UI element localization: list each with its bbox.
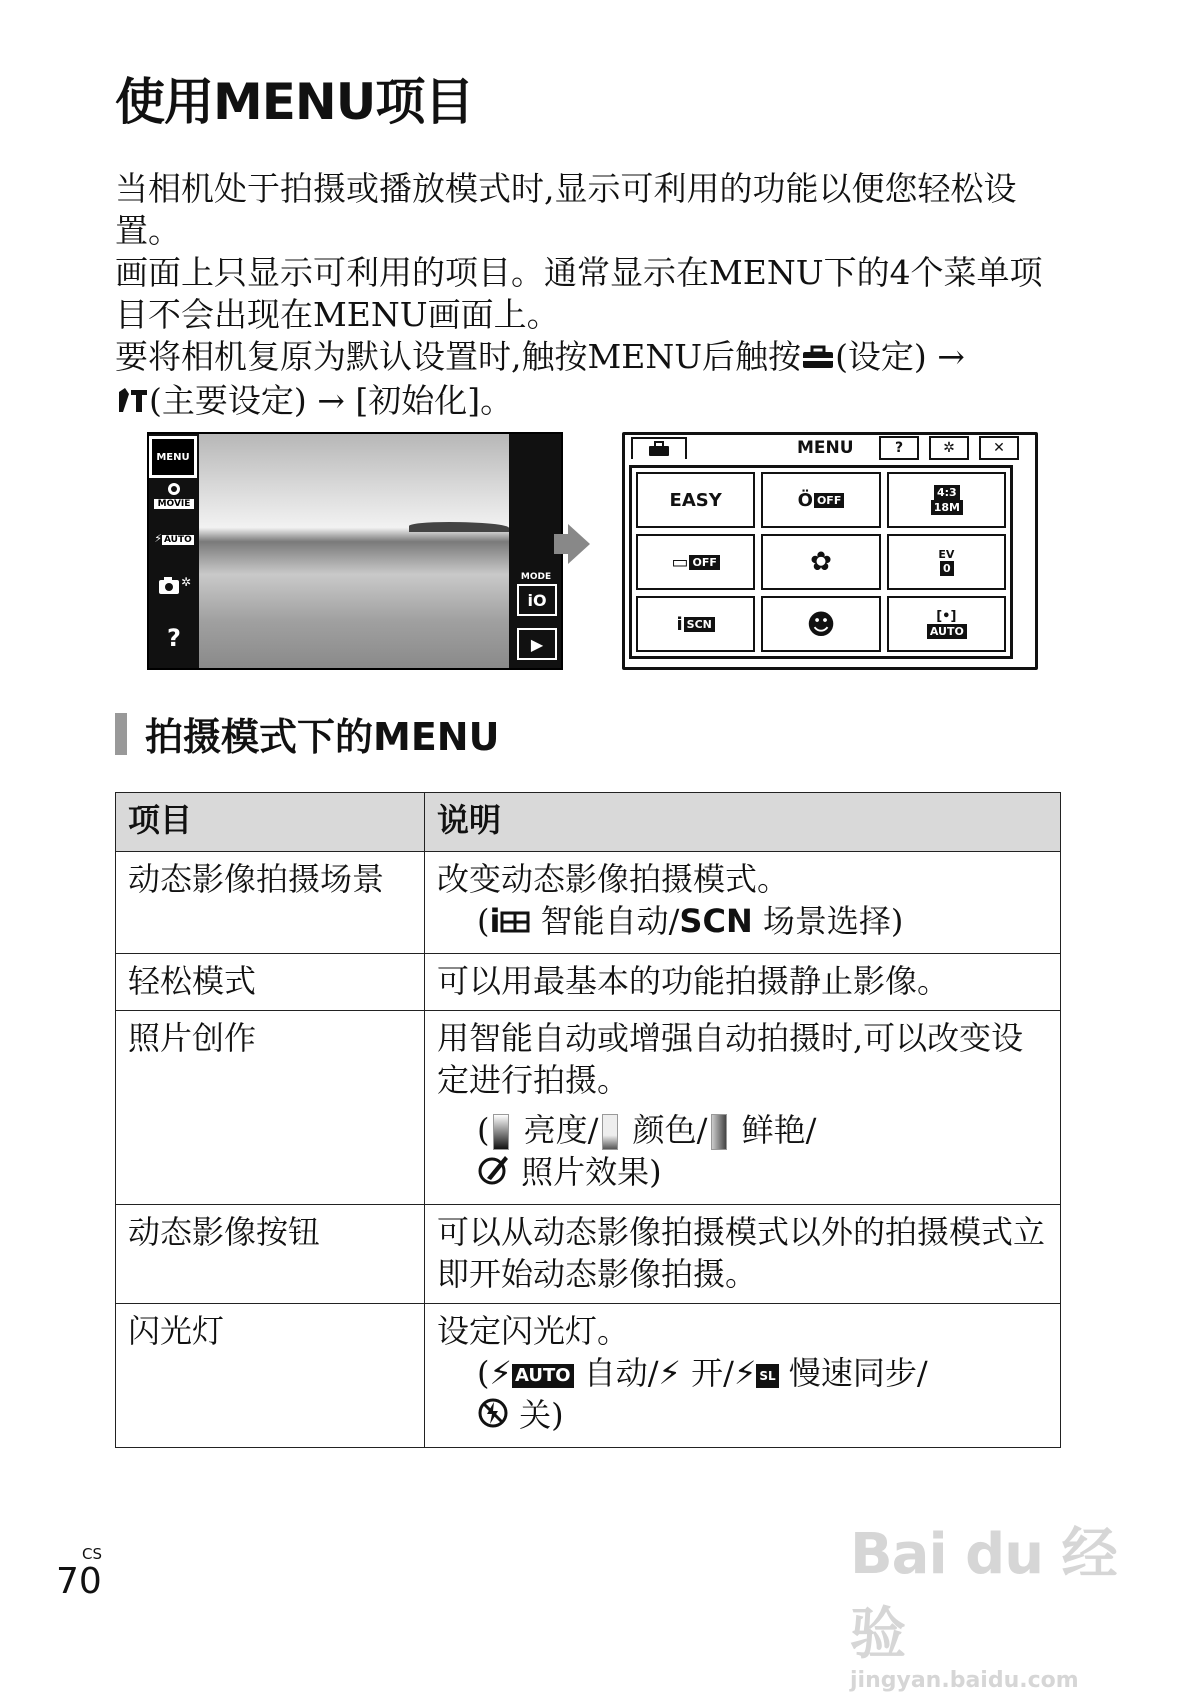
toolbox-icon bbox=[801, 338, 835, 380]
menu-cell-smile[interactable] bbox=[761, 596, 880, 652]
row-sub-text-2: 开/ bbox=[680, 1354, 734, 1392]
menu-top-bar bbox=[625, 435, 1035, 461]
photo-creativity-icon[interactable] bbox=[154, 574, 194, 602]
row-sub-text-4: 照片效果) bbox=[511, 1152, 662, 1191]
flash-on-icon: ⚡ bbox=[658, 1354, 681, 1392]
table-cell-desc bbox=[425, 852, 1061, 954]
face-detect-icon: [•] bbox=[936, 609, 957, 624]
film-icon bbox=[500, 903, 530, 945]
table-header-row bbox=[116, 793, 1061, 852]
row-sub-text-1: 智能自动/ bbox=[530, 902, 680, 940]
menu-cell-face-detect[interactable] bbox=[887, 596, 1006, 652]
menu-cell-badge: OFF bbox=[814, 493, 844, 508]
page-title: 使用MENU项目 bbox=[115, 73, 474, 131]
menu-grid bbox=[629, 465, 1013, 659]
flash-slow-sync-badge: SL bbox=[756, 1364, 778, 1388]
table-row bbox=[116, 852, 1061, 954]
menu-cell-badge: AUTO bbox=[927, 624, 967, 639]
intro-text bbox=[115, 168, 1055, 424]
menu-cell-badge: SCN bbox=[684, 617, 715, 632]
intelligent-auto-movie-icon: i bbox=[489, 902, 501, 940]
section-heading-text: 拍摄模式下的MENU bbox=[145, 715, 500, 759]
menu-cell-badge: 18M bbox=[931, 500, 963, 515]
table-header-desc: 说明 bbox=[425, 793, 1061, 852]
intro-p3-a: 要将相机复原为默认设置时,触按MENU后触按 bbox=[115, 337, 802, 376]
intro-paragraph-1: 当相机处于拍摄或播放模式时,显示可利用的功能以便您轻松设置。 bbox=[115, 169, 1017, 250]
table-cell-item: 闪光灯 bbox=[116, 1304, 425, 1448]
iscn-icon: i bbox=[676, 613, 683, 635]
table-row bbox=[116, 953, 1061, 1010]
gear-button[interactable]: ✲ bbox=[929, 436, 969, 460]
menu-screen-illustration bbox=[622, 432, 1038, 670]
svg-text:✲: ✲ bbox=[181, 575, 191, 589]
smile-icon: ☻ bbox=[806, 607, 836, 641]
menu-screen-title: MENU bbox=[797, 438, 854, 458]
baidu-watermark-url: jingyan.baidu.com bbox=[850, 1668, 1079, 1693]
row-sub-text-1: 亮度/ bbox=[513, 1110, 599, 1149]
baidu-watermark-logo: Bai du 经验 bbox=[850, 1522, 1117, 1667]
table-cell-desc: 可以用最基本的功能拍摄静止影像。 bbox=[425, 953, 1061, 1010]
movie-label: MOVIE bbox=[154, 499, 194, 509]
camera-screen-illustration bbox=[147, 432, 563, 670]
table-cell-desc bbox=[425, 1010, 1061, 1205]
menu-cell-easy[interactable] bbox=[636, 472, 755, 528]
island-silhouette bbox=[409, 522, 509, 532]
table-row bbox=[116, 1304, 1061, 1448]
scn-icon: SCN bbox=[679, 902, 753, 940]
section-bar bbox=[115, 713, 127, 755]
row-sub-text-3: 鲜艳/ bbox=[731, 1110, 817, 1149]
mode-label: MODE bbox=[520, 572, 552, 582]
table-header-item: 项目 bbox=[116, 793, 425, 852]
table-row bbox=[116, 1010, 1061, 1205]
row-sub: (⚡ AUTO 自动/⚡ 开/⚡ SL 慢速同步/ 关) bbox=[437, 1352, 1050, 1439]
menu-table bbox=[115, 792, 1061, 1448]
arrow-right-icon bbox=[568, 524, 590, 564]
row-desc: 设定闪光灯。 bbox=[437, 1312, 630, 1350]
table-row bbox=[116, 1205, 1061, 1304]
flash-slow-sync-icon: ⚡ bbox=[733, 1354, 757, 1392]
mode-button[interactable]: iO bbox=[517, 584, 557, 616]
wrench-icon bbox=[115, 382, 149, 424]
intro-p3-c: (主要设定) → [初始化]。 bbox=[149, 381, 514, 420]
vividness-icon bbox=[711, 1114, 727, 1150]
row-sub-text-2: 颜色/ bbox=[622, 1110, 708, 1149]
row-sub-text-3: 慢速同步/ bbox=[778, 1354, 928, 1392]
picture-effect-icon bbox=[477, 1152, 511, 1196]
row-sub: (i 智能自动/SCN 场景选择) bbox=[437, 900, 1050, 945]
flash-auto-badge: AUTO bbox=[512, 1364, 574, 1388]
intro-paragraph-2: 画面上只显示可利用的项目。通常显示在MENU下的4个菜单项目不会出现在MENU画面上。 bbox=[115, 253, 1043, 334]
row-sub-text-2: 场景选择) bbox=[752, 902, 904, 940]
table-cell-item: 动态影像拍摄场景 bbox=[116, 852, 425, 954]
flash-icon: ⚡ bbox=[489, 1354, 512, 1392]
menu-cell-self-timer[interactable] bbox=[761, 472, 880, 528]
aspect-ratio-label: 4:3 bbox=[934, 485, 960, 500]
menu-cell-iscn[interactable] bbox=[636, 596, 755, 652]
menu-cell-ev[interactable] bbox=[887, 534, 1006, 590]
row-sub-text-1: 自动/ bbox=[573, 1354, 659, 1392]
menu-cell-macro[interactable] bbox=[761, 534, 880, 590]
movie-icon[interactable] bbox=[154, 482, 194, 509]
table-cell-desc: 可以从动态影像拍摄模式以外的拍摄模式立即开始动态影像拍摄。 bbox=[425, 1205, 1061, 1304]
flash-off-icon bbox=[477, 1397, 509, 1439]
section-heading bbox=[115, 706, 499, 761]
row-desc: 改变动态影像拍摄模式。 bbox=[437, 860, 790, 898]
playback-button[interactable]: ▶ bbox=[517, 628, 557, 660]
menu-cell-badge: OFF bbox=[689, 555, 719, 570]
menu-cell-label: EASY bbox=[669, 489, 722, 511]
table-cell-item: 轻松模式 bbox=[116, 953, 425, 1010]
menu-cell-badge: 0 bbox=[940, 561, 954, 576]
table-cell-item: 照片创作 bbox=[116, 1010, 425, 1205]
page-language-code: CS bbox=[82, 1545, 102, 1563]
row-sub: ( 亮度/ 颜色/ 鲜艳/ 照片效果) bbox=[437, 1101, 1050, 1197]
help-icon[interactable]: ? bbox=[167, 624, 181, 652]
brightness-icon bbox=[493, 1114, 509, 1150]
flash-auto-label: AUTO bbox=[163, 535, 192, 545]
page-number: 70 bbox=[56, 1561, 102, 1602]
table-cell-desc bbox=[425, 1304, 1061, 1448]
intro-paragraph-3 bbox=[115, 336, 1055, 424]
row-sub-text-4: 关) bbox=[509, 1396, 564, 1434]
close-button[interactable]: ✕ bbox=[979, 436, 1019, 460]
ev-label: EV bbox=[938, 548, 955, 561]
burst-icon: ▭ bbox=[671, 551, 689, 573]
flash-auto-icon[interactable]: ⚡ AUTO bbox=[154, 532, 192, 545]
beach-photo bbox=[199, 434, 509, 668]
help-button[interactable]: ? bbox=[879, 436, 919, 460]
row-desc: 用智能自动或增强自动拍摄时,可以改变设定进行拍摄。 bbox=[437, 1018, 1024, 1099]
menu-button[interactable]: MENU bbox=[149, 436, 197, 478]
macro-flower-icon: ✿ bbox=[810, 547, 832, 577]
menu-cell-burst[interactable] bbox=[636, 534, 755, 590]
toolbox-tab-icon[interactable] bbox=[631, 437, 687, 459]
table-cell-item: 动态影像按钮 bbox=[116, 1205, 425, 1304]
self-timer-icon: Ö bbox=[797, 489, 813, 511]
intro-p3-b: (设定) → bbox=[835, 337, 965, 376]
baidu-watermark bbox=[850, 1510, 1150, 1693]
camera-left-panel bbox=[149, 434, 199, 668]
color-icon bbox=[602, 1114, 618, 1150]
menu-cell-image-size[interactable] bbox=[887, 472, 1006, 528]
